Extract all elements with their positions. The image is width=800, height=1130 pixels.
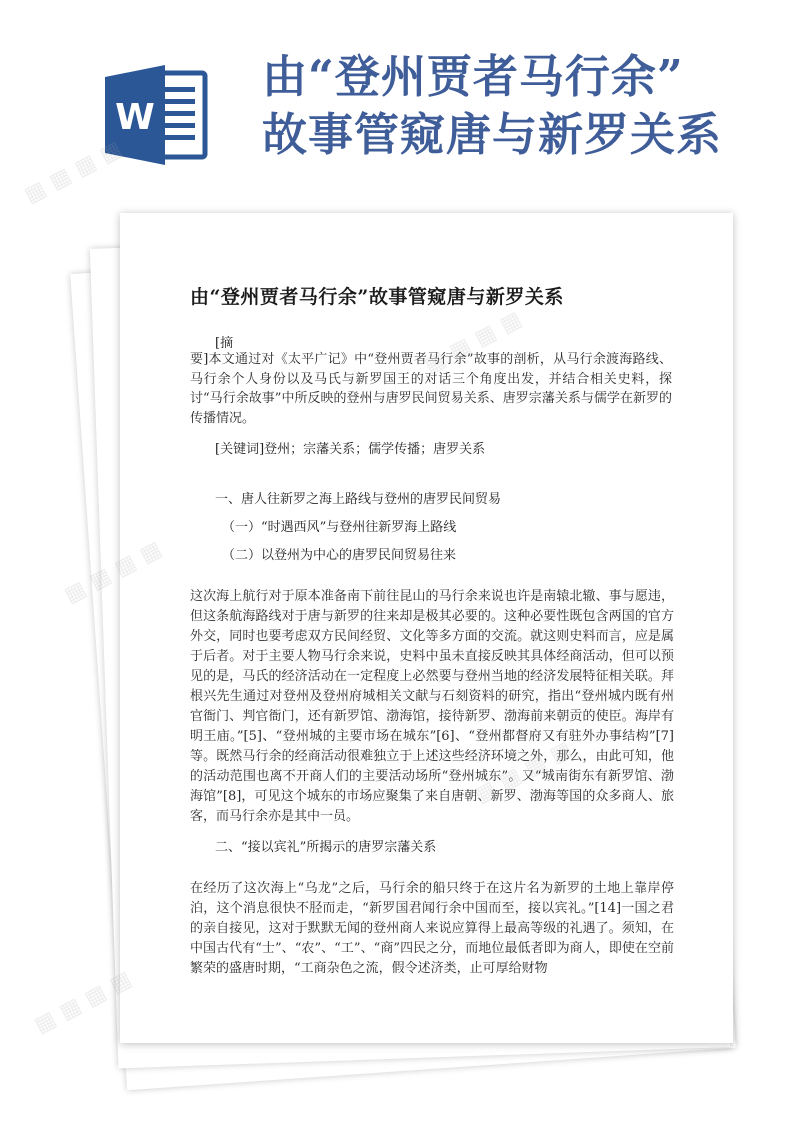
watermark: ▦ ▦ ▦ ▦ — [30, 966, 136, 1039]
body-paragraph-1: 这次海上航行对于原本准备南下前往昆山的马行余来说也许是南辕北辙、事与愿违，但这条航海路线对于唐与新罗的往来却是极其必要的。这种必要性既包含两国的官方外交，同时也要考虑双方民间经贸、文化等多方面的交流。就这则史料而言，应是属于后者。对于主要人物马行余来说，史料中虽未直接反映其具体经商活动，但可以预见的是，马氏的经济活动在一定程度上必然要与登州当地的经济发展特征相关联。拜根兴先生通过对登州及登州府城相关文献与石刻资料的研究，指出“登州城内既有州官衙门、判官衙门，还有新罗馆、渤海馆，接待新罗、渤海前来朝贡的使臣。海岸有明王庙。”[5]、“登州城的主要市场在城东”[6]、“登州都督府又有驻外办事结构”[7]等。既然马行余的经商活动很难独立于上述这些经济环境之外，那么，由此可知，他的活动范围也离不开商人们的主要活动场所“登州城东”。又“城南街东有新罗馆、渤海馆”[8]，可见这个城东的市场应聚集了来自唐朝、新罗、渤海等国的众多商人、旅客，而马行余亦是其中一员。 — [190, 589, 674, 824]
keywords: [关键词]登州；宗藩关系；儒学传播；唐罗关系 — [215, 442, 486, 457]
svg-text:W: W — [115, 97, 155, 138]
abstract-label: [摘 — [215, 336, 234, 351]
banner-title — [262, 48, 782, 164]
watermark: ▦ — [60, 576, 91, 609]
subsection-heading-1-2: （二）以登州为中心的唐罗民间贸易往来 — [222, 548, 457, 563]
watermark: ▦ ▦ ▦ ▦ — [20, 136, 126, 209]
subsection-heading-1-1: （一）“时遇西风”与登州往新罗海上路线 — [222, 520, 457, 535]
abstract-text: 要]本文通过对《太平广记》中“登州贾者马行余”故事的剖析，从马行余渡海路线、马行余个人身份以及马氏与新罗国王的对话三个角度出发，并结合相关史料，探讨“马行余故事”中所反映的登州与唐罗民间贸易关系、唐罗宗藩关系与儒学在新罗的传播情况。 — [190, 352, 672, 426]
section-heading-1: 一、唐人往新罗之海上路线与登州的唐罗民间贸易 — [215, 492, 502, 507]
section-heading-2: 二、“接以宾礼”所揭示的唐罗宗藩关系 — [215, 840, 437, 855]
word-document-icon — [103, 63, 211, 167]
body-paragraph-2: 在经历了这次海上“乌龙”之后，马行余的船只终于在这片名为新罗的土地上靠岸停泊，这个消息很快不胫而走，“新罗国君闻行余中国而至，接以宾礼。”[14]一国之君的亲自接见，这对于默默无闻的登州商人来说应算得上最高等级的礼遇了。须知，在中国古代有“士”、“农”、“工”、“商”四民之分，而地位最低者即为商人，即使在空前繁荣的盛唐时期，“工商杂色之流，假令述济类，止可厚给财物 — [190, 881, 674, 976]
document-page — [120, 213, 733, 1043]
banner-title-line-2: 故事管窥唐与新罗关系 — [262, 108, 723, 161]
banner-title-line-1: 由“登州贾者马行余” — [262, 50, 684, 103]
document-title: 由“登州贾者马行余”故事管窥唐与新罗关系 — [190, 286, 564, 308]
